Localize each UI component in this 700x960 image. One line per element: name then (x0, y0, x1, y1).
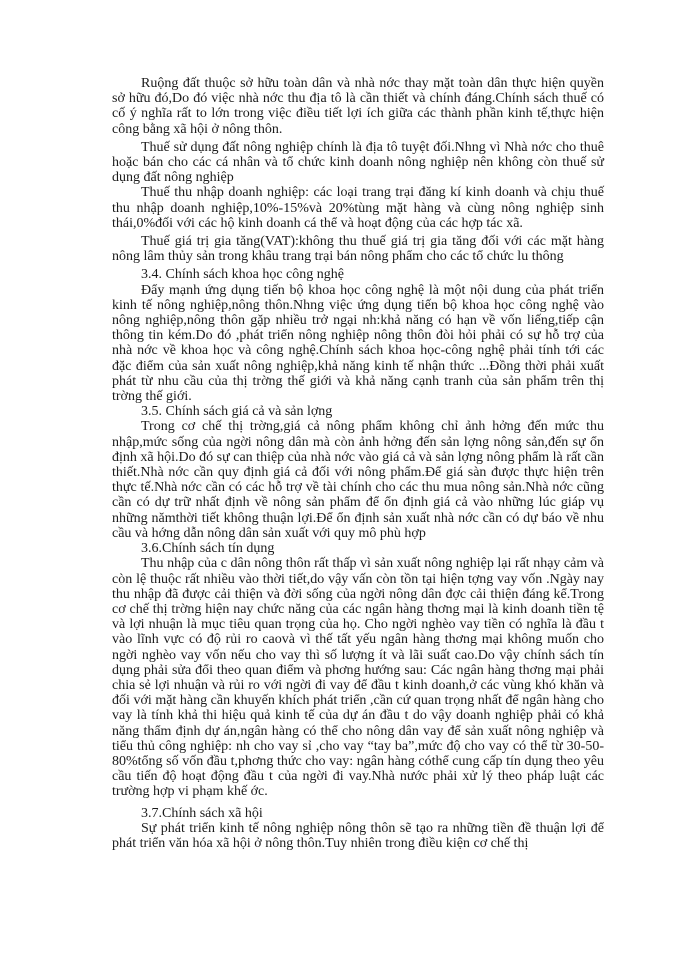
section-heading-price-output: 3.5. Chính sách giá cả và sản lợng (141, 404, 333, 420)
paragraph-science-tech: Đẩy mạnh ứng dụng tiến bộ khoa học công nghệ là một nội dung của phát triển kinh tế nông nghiệp,nông thôn.Nhng việc ứng dụng tiến bộ khoa học công nghệ vào nông nghiệp,nông thôn gặp nhiều trở ngại nh:khả năng có hạn về vốn liếng,tiếp cận thông tin kém.Do đó ,phát triển nông nghiệp nông thôn đòi hỏi phải có sự hỗ trợ của nhà nớc về khoa học và công nghệ.Chính sách khoa học-công nghệ phải tính tới các đặc điểm của sản xuất nông nghiệp,khả năng kinh tế nhận thức ...Đồng thời phải xuất phát từ nhu cầu của thị trờng thế giới và khả năng cạnh tranh của sản phẩm trên thị trờng thế giới. (112, 282, 604, 405)
paragraph-social: Sự phát triển kinh tế nông nghiệp nông thôn sẽ tạo ra những tiền đề thuận lợi để phát triển văn hóa xã hội ở nông thôn.Tuy nhiên trong điều kiện cơ chế thị (112, 820, 604, 851)
section-heading-credit: 3.6.Chính sách tín dụng (141, 541, 275, 557)
paragraph-vat: Thuế giá trị gia tăng(VAT):không thu thuế giá trị gia tăng đối với các mặt hàng nông lâm thủy sản trong khâu trang trại bán nông phẩm cho các tổ chức lu thông (112, 234, 604, 265)
section-heading-social: 3.7.Chính sách xã hội (141, 805, 263, 821)
paragraph-land-ownership: Ruộng đất thuộc sở hữu toàn dân và nhà nớc thay mặt toàn dân thực hiện quyền sở hữu đó,Do đó việc nhà nớc thu địa tô là cần thiết và chính đáng.Chính sách thuế có cố ý nghĩa rất to lớn trong việc điều tiết lợi ích giữa các thành phần kinh tế,thực hiện công bằng xã hội ở nông thôn. (112, 76, 604, 137)
paragraph-income-tax: Thuế thu nhập doanh nghiệp: các loại trang trại đăng kí kinh doanh và chịu thuế thu nhập doanh nghiệp,10%-15%và 20%tùng mặt hàng và cùng nông nghiệp sinh thái,0%đối với các hộ kinh doanh cá thể và hoạt động của các hợp tác xã. (112, 185, 604, 231)
paragraph-credit: Thu nhập của c dân nông thôn rất thấp vì sản xuất nông nghiệp lại rất nhạy cảm và còn lệ thuộc rất nhiều vào thời tiết,do vậy vấn còn tồn tại hiện tợng vay vốn .Ngày nay thu nhập đã được cải thiện và đời sống của ngời nông dân đợc cải thiện đáng kể.Trong cơ chế thị trờng hiện nay chức năng của các ngân hàng thơng mại là kinh doanh tiền tệ và lợi nhuận là mục tiêu quan trọng của họ. Cho ngời nghèo vay tiền có nghĩa là đầu t vào lĩnh vực có độ rủi ro caovà vì thế tất yếu ngân hàng thơng mại không muốn cho ngời nghèo vay vốn nếu cho vay thì số lượng ít và lãi suất cao.Do vậy chính sách tín dụng phải sửa đổi theo quan điểm và phơng hướng sau: Các ngân hàng thơng mại phải chia sẻ lợi nhuận và rủi ro với ngời đi vay để đầu t kinh doanh,ở các vùng khó khăn và đối với mặt hàng cần khuyến khích phát triển ,cần cứ quan trọng nhất để ngân hàng cho vay là tính khả thi hiệu quả kinh tế của dự án đầu t do vậy doanh nghiệp phải có khả năng thẩm định dự án,ngân hàng có thể cho nông dân vay để sản xuất nông nghiệp và tiểu thủ công nghiệp: nh cho vay sỉ ,cho vay “tay ba”,mức độ cho vay có thể từ 30-50-80%tổng số vốn đầu t,phơng thức cho vay: ngân hàng cóthể cung cấp tín dụng theo yêu cầu tiến độ hoạt động đầu t của ngời đi vay.Nhà nước phải xử lý theo pháp luật các trường hợp vi phạm khế ớc. (112, 556, 604, 800)
paragraph-price-output: Trong cơ chế thị trờng,giá cả nông phẩm không chỉ ảnh hởng đến mức thu nhập,mức sống của ngời nông dân mà còn ảnh hởng đến sản lợng nông sản,đến sự ổn định xã hội.Do đó sự can thiệp của nhà nớc vào giá cả và sản lợng nông phẩm là rất cần thiết.Nhà nớc cần quy định giá cả đối với nông phẩm.Để giá sàn được thực hiện trên thực tế.Nhà nớc cần có các hỗ trợ về tài chính cho các thu mua nông sản.Nhà nớc cũng cần có dự trữ nhất định về nông sản phẩm để ổn định giá cả vào những lúc giáp vụ những nămthời tiết không thuận lợi.Để ổn định sản xuất nhà nớc cần có dự báo về nhu cầu và hớng dẫn nông dân sản xuất với quy mô phù hợp (112, 419, 604, 541)
paragraph-land-use-tax: Thuế sử dụng đất nông nghiệp chính là địa tô tuyệt đối.Nhng vì Nhà nớc cho thuê hoặc bán cho các cá nhân và tổ chức kinh doanh nông nghiệp nên không còn thuế sử dụng đất nông nghiệp (112, 139, 604, 186)
section-heading-science-tech: 3.4. Chính sách khoa học công nghệ (141, 267, 344, 283)
